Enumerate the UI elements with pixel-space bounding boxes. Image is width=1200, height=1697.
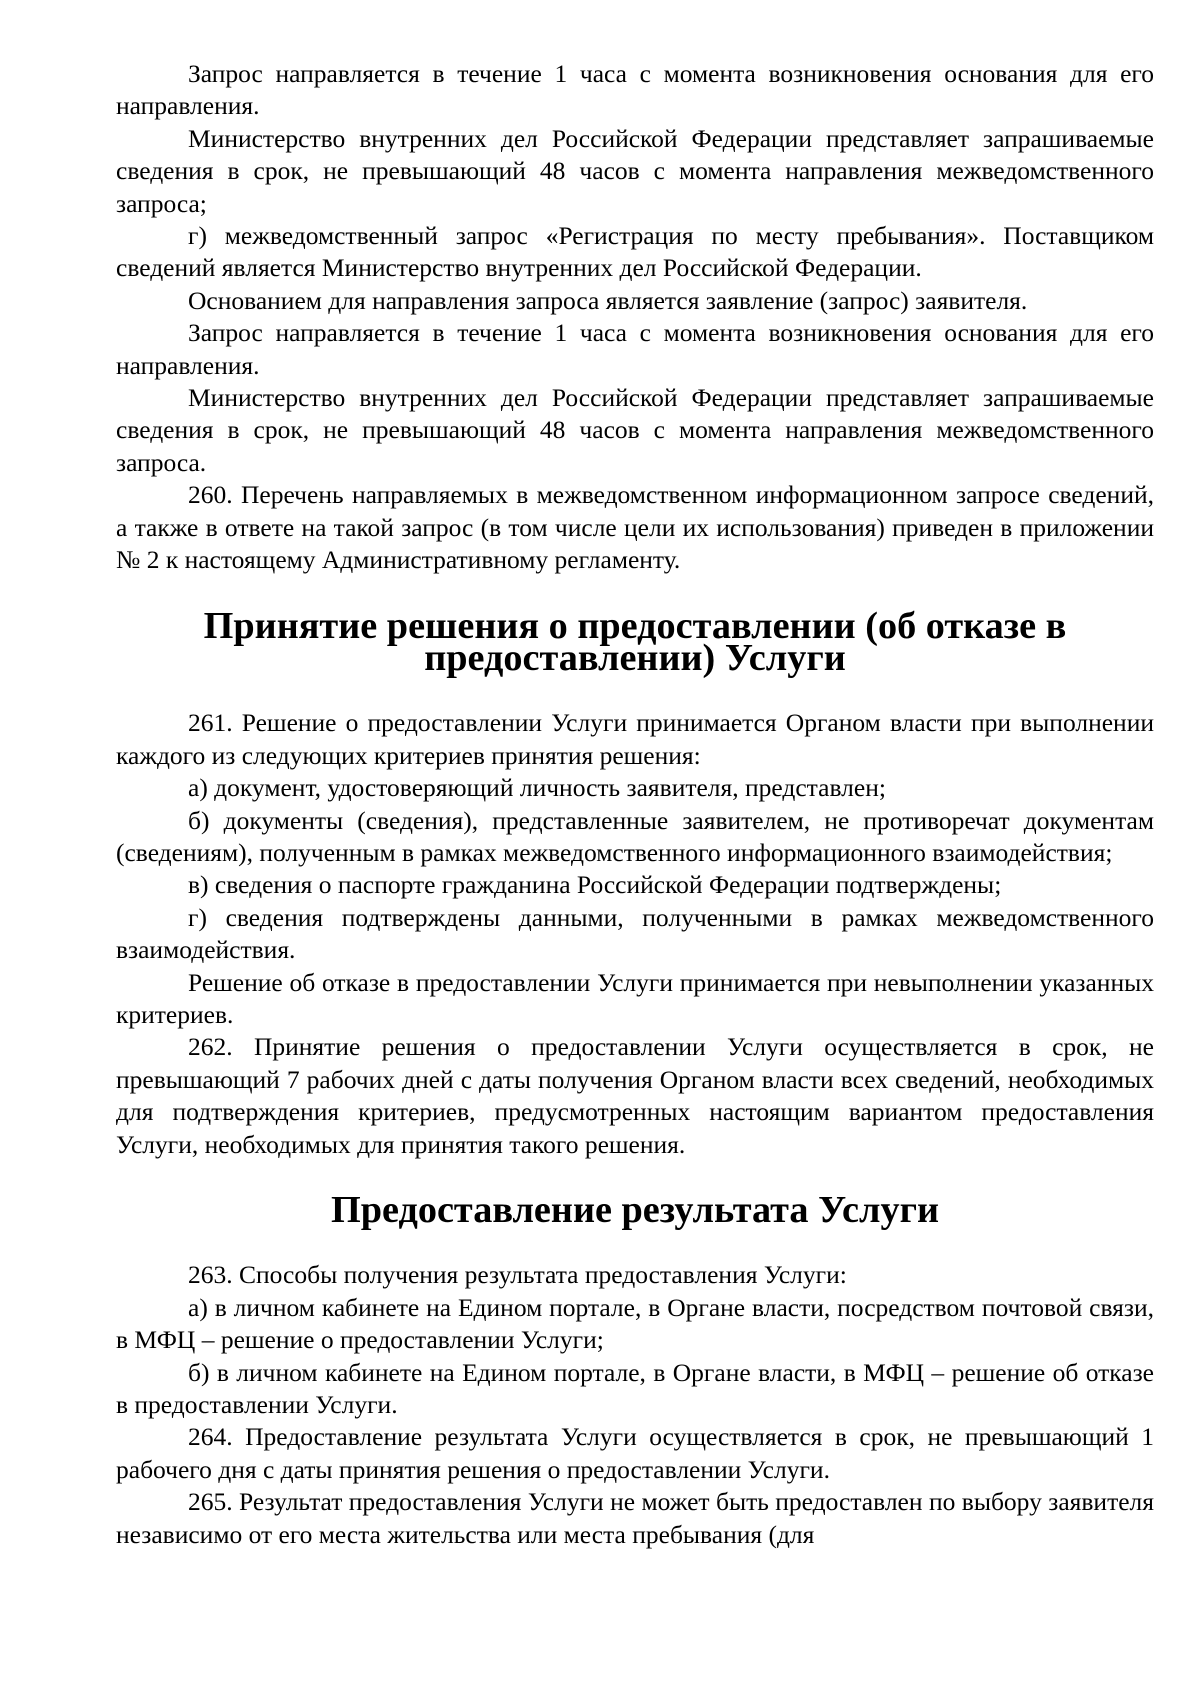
section-heading-result: Предоставление результата Услуги — [330, 1189, 939, 1231]
paragraph: Запрос направляется в течение 1 часа с момента возникновения основания для его направления. — [116, 59, 1154, 121]
paragraph: 262. Принятие решения о предоставлении Услуги осуществляется в срок, не превышающий 7 рабочих дней с даты получения Органом власти всех сведений, необходимых для подтверждения критериев, предусмотренных настоящим вариантом предоставления Услуги, необходимых для принятия такого решения. — [116, 1032, 1154, 1159]
document-page — [116, 58, 1154, 1551]
paragraph: Министерство внутренних дел Российской Федерации представляет запрашиваемые сведения в срок, не превышающий 48 часов с момента направления межведомственного запроса; — [116, 123, 1154, 218]
paragraph: а) документ, удостоверяющий личность заявителя, представлен; — [188, 773, 886, 803]
paragraph: б) документы (сведения), представленные заявителем, не противоречат документам (сведениям), полученным в рамках межведомственного информационного взаимодействия; — [116, 805, 1154, 867]
paragraph: Министерство внутренних дел Российской Федерации представляет запрашиваемые сведения в срок, не превышающий 48 часов с момента направления межведомственного запроса. — [116, 383, 1154, 477]
paragraph: б) в личном кабинете на Едином портале, в Органе власти, в МФЦ – решение об отказе в предоставлении Услуги. — [116, 1357, 1154, 1420]
paragraph: Запрос направляется в течение 1 часа с момента возникновения основания для его направления. — [116, 318, 1154, 380]
paragraph: Основанием для направления запроса является заявление (запрос) заявителя. — [188, 285, 1028, 315]
paragraph: г) сведения подтверждены данными, полученными в рамках межведомственного взаимодействия. — [116, 902, 1154, 965]
paragraph: г) межведомственный запрос «Регистрация по месту пребывания». Поставщиком сведений является Министерство внутренних дел Российской Федерации. — [116, 221, 1154, 283]
paragraph: 265. Результат предоставления Услуги не может быть предоставлен по выбору заявителя независимо от его места жительства или места пребывания (для — [116, 1487, 1154, 1549]
paragraph: 264. Предоставление результата Услуги осуществляется в срок, не превышающий 1 рабочего дня с даты принятия решения о предоставлении Услуги. — [116, 1422, 1154, 1484]
paragraph: а) в личном кабинете на Едином портале, в Органе власти, посредством почтовой связи, в МФЦ – решение о предоставлении Услуги; — [116, 1292, 1154, 1355]
paragraph: 261. Решение о предоставлении Услуги принимается Органом власти при выполнении каждого из следующих критериев принятия решения: — [116, 708, 1154, 770]
paragraph: Решение об отказе в предоставлении Услуги принимается при невыполнении указанных критериев. — [116, 967, 1154, 1029]
paragraph: в) сведения о паспорте гражданина Российской Федерации подтверждены; — [188, 870, 1002, 900]
paragraph: 260. Перечень направляемых в межведомственном информационном запросе сведений, а также в ответе на такой запрос (в том числе цели их использования) приведен в приложении № 2 к настоящему Административному регламенту. — [116, 480, 1154, 575]
section-heading-decision: Принятие решения о предоставлении (об отказе в предоставлении) Услуги — [203, 604, 1067, 679]
paragraph: 263. Способы получения результата предоставления Услуги: — [188, 1260, 847, 1290]
